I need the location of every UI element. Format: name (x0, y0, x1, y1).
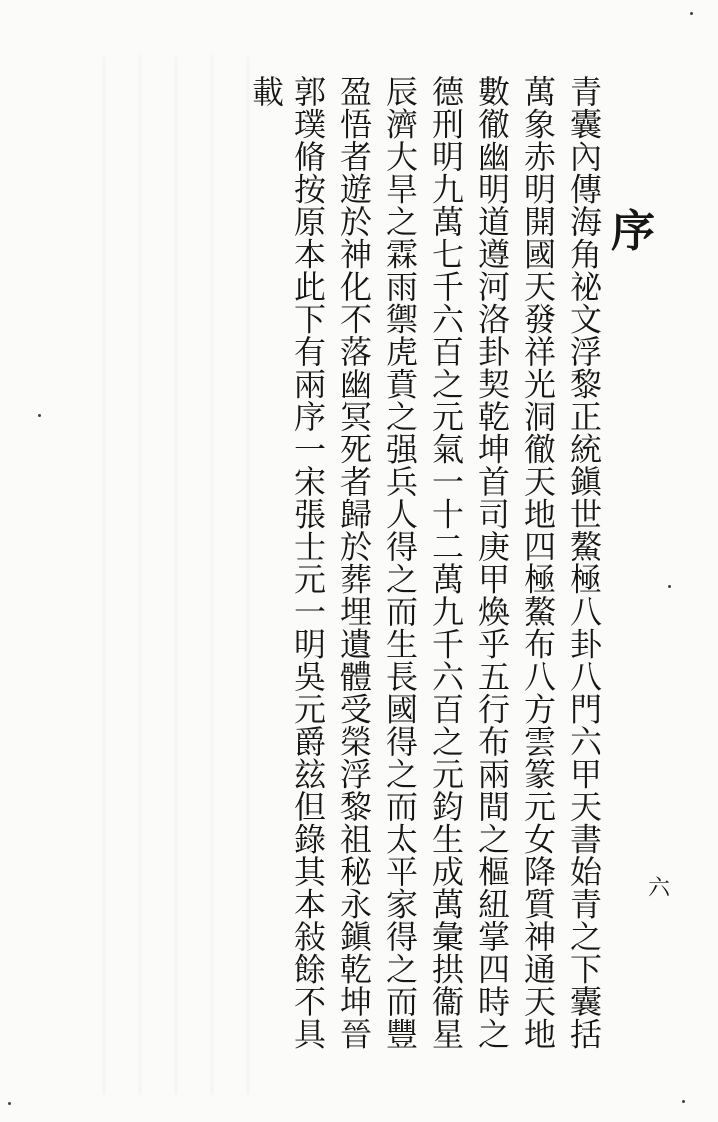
scan-speck (38, 414, 41, 417)
scan-speck (668, 585, 671, 588)
text-column-2: 萬象赤明開國天發祥光洞徹天地四極鰲布八方雲篆元女降質神通天地 (519, 75, 557, 1050)
page-number: 六 (648, 876, 671, 901)
show-through-text (85, 55, 270, 1095)
text-column-3: 數徹幽明道遵河洛卦契乾坤首司庚甲煥乎五行布兩間之樞紐掌四時之 (473, 75, 511, 1050)
text-column-7: 郭璞脩按原本此下有兩序一宋張士元一明吳元爵玆但錄其本敍餘不具 (289, 75, 327, 1050)
scan-speck (682, 1100, 685, 1103)
text-column-5: 辰濟大旱之霖雨禦虎賁之强兵人得之而生長國得之而太平家得之而豐 (381, 75, 419, 1050)
preface-title: 序 (611, 206, 655, 257)
text-column-8: 載 (247, 75, 285, 108)
scan-speck (8, 1102, 11, 1105)
scan-speck (690, 12, 693, 15)
text-column-4: 德刑明九萬七千六百之元氣一十二萬九千六百之元鈞生成萬彙拱衞星 (427, 75, 465, 1050)
text-column-6: 盈悟者遊於神化不落幽冥死者歸於葬埋遺體受榮浮黎祖秘永鎭乾坤晉 (335, 75, 373, 1050)
text-column-1: 青囊內傳海角祕文浮黎正統鎭世鰲極八卦八門六甲天書始青之下囊括 (565, 75, 603, 1050)
